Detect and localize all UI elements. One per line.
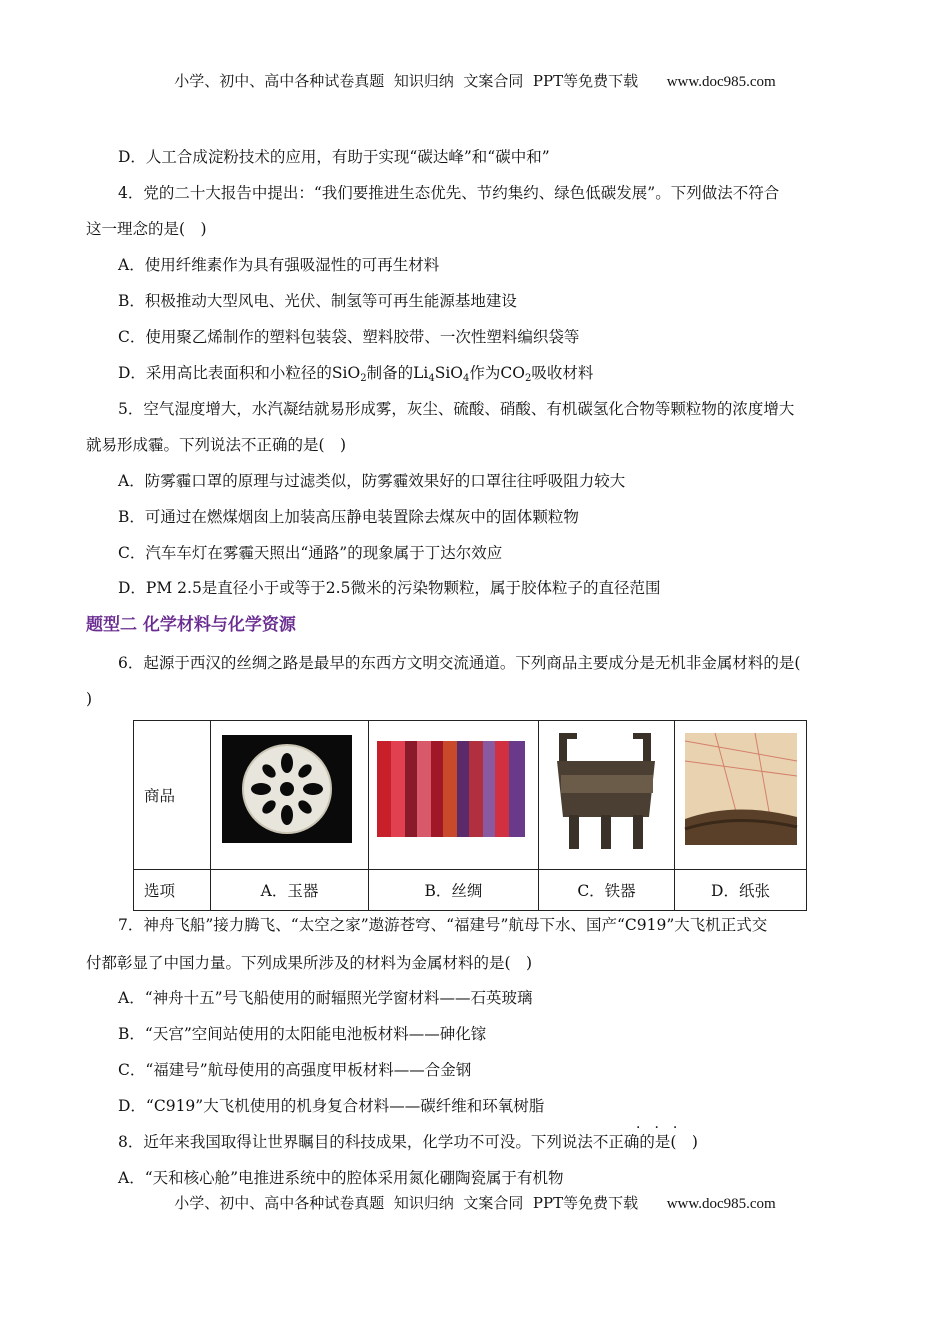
q4-stem-1: 4．党的二十大报告中提出：“我们要推进生态优先、节约集约、绿色低碳发展”。下列做法不符合 xyxy=(118,184,780,202)
q4-d-text-4: 作为CO xyxy=(469,364,525,382)
option-d-paper: D．纸张 xyxy=(675,870,807,911)
paper-image xyxy=(675,721,806,865)
jade-image-cell xyxy=(211,721,369,870)
page-header xyxy=(0,70,950,91)
q4-d-text-2: 制备的Li xyxy=(366,364,429,382)
emphasis-dots: · · · xyxy=(636,1120,678,1136)
q4-d-sub: 2 xyxy=(360,373,367,384)
q4-option-a: A．使用纤维素作为具有强吸湿性的可再生材料 xyxy=(118,256,440,274)
q4-d-text-1: D．采用高比表面积和小粒径的SiO xyxy=(118,364,361,382)
q5-option-b: B．可通过在燃煤烟囱上加装高压静电装置除去煤灰中的固体颗粒物 xyxy=(118,508,579,526)
option-b-silk: B．丝绸 xyxy=(369,870,539,911)
options-label: 选项 xyxy=(134,870,211,911)
header-text: 小学、初中、高中各种试卷真题 知识归纳 文案合同 PPT等免费下载 xyxy=(174,72,639,90)
goods-label: 商品 xyxy=(134,721,211,870)
paper-image-cell xyxy=(675,721,807,870)
q8-stem: 8．近年来我国取得让世界瞩目的科技成果，化学功不可没。下列说法不正确的是( ) xyxy=(118,1133,698,1151)
q5-option-a: A．防雾霾口罩的原理与过滤类似，防雾霾效果好的口罩往往呼吸阻力较大 xyxy=(118,472,626,490)
header-site: www.doc985.com xyxy=(666,74,776,90)
silk-image-cell xyxy=(369,721,539,870)
q4-stem-2: 这一理念的是( ) xyxy=(86,220,207,238)
q4-d-sub: 4 xyxy=(428,373,435,384)
q7-option-c: C．“福建号”航母使用的高强度甲板材料——合金钢 xyxy=(118,1061,472,1079)
q7-option-a: A．“神舟十五”号飞船使用的耐辐照光学窗材料——石英玻璃 xyxy=(118,989,533,1007)
q4-d-sub: 2 xyxy=(524,373,532,384)
q7-stem-2: 付都彰显了中国力量。下列成果所涉及的材料为金属材料的是( ) xyxy=(86,954,533,972)
q7-option-d: D．“C919”大飞机使用的机身复合材料——碳纤维和环氧树脂 xyxy=(118,1097,545,1115)
q7-option-b: B．“天宫”空间站使用的太阳能电池板材料——砷化镓 xyxy=(118,1025,487,1043)
q4-option-d xyxy=(118,362,898,384)
q6-stem-2: ) xyxy=(86,690,93,708)
section-title: 题型二 化学材料与化学资源 xyxy=(86,610,296,635)
q4-d-text-5: 吸收材料 xyxy=(531,364,594,382)
iron-image xyxy=(539,721,674,865)
silk-image xyxy=(369,721,538,865)
q4-option-c: C．使用聚乙烯制作的塑料包装袋、塑料胶带、一次性塑料编织袋等 xyxy=(118,328,580,346)
page-footer xyxy=(0,1192,950,1213)
q4-d-text-3: SiO xyxy=(434,364,464,382)
footer-text: 小学、初中、高中各种试卷真题 知识归纳 文案合同 PPT等免费下载 xyxy=(174,1194,639,1212)
q3-option-d: D．人工合成淀粉技术的应用，有助于实现“碳达峰”和“碳中和” xyxy=(118,148,550,166)
q7-stem-1: 7．神舟飞船”接力腾飞、“太空之家”遨游苍穹、“福建号”航母下水、国产“C919”大飞机正式交 xyxy=(118,916,768,934)
q5-stem-1: 5．空气湿度增大，水汽凝结就易形成雾，灰尘、硫酸、硝酸、有机碳氢化合物等颗粒物的浓度增大 xyxy=(118,400,795,418)
q4-d-sub: 4 xyxy=(463,373,470,384)
q6-table xyxy=(133,720,807,911)
jade-image xyxy=(211,721,368,865)
footer-site: www.doc985.com xyxy=(666,1196,776,1212)
q6-stem-1: 6．起源于西汉的丝绸之路是最早的东西方文明交流通道。下列商品主要成分是无机非金属材料的是( xyxy=(118,654,801,672)
iron-image-cell xyxy=(539,721,675,870)
q4-option-b: B．积极推动大型风电、光伏、制氢等可再生能源基地建设 xyxy=(118,292,517,310)
q8-option-a: A．“天和核心舱”电推进系统中的腔体采用氮化硼陶瓷属于有机物 xyxy=(118,1169,564,1187)
option-a-jade: A．玉器 xyxy=(211,870,369,911)
q5-stem-2: 就易形成霾。下列说法不正确的是( ) xyxy=(86,436,347,454)
option-c-iron: C．铁器 xyxy=(539,870,675,911)
q5-option-d: D．PM 2.5是直径小于或等于2.5微米的污染物颗粒，属于胶体粒子的直径范围 xyxy=(118,579,661,597)
q5-option-c: C．汽车车灯在雾霾天照出“通路”的现象属于丁达尔效应 xyxy=(118,544,503,562)
